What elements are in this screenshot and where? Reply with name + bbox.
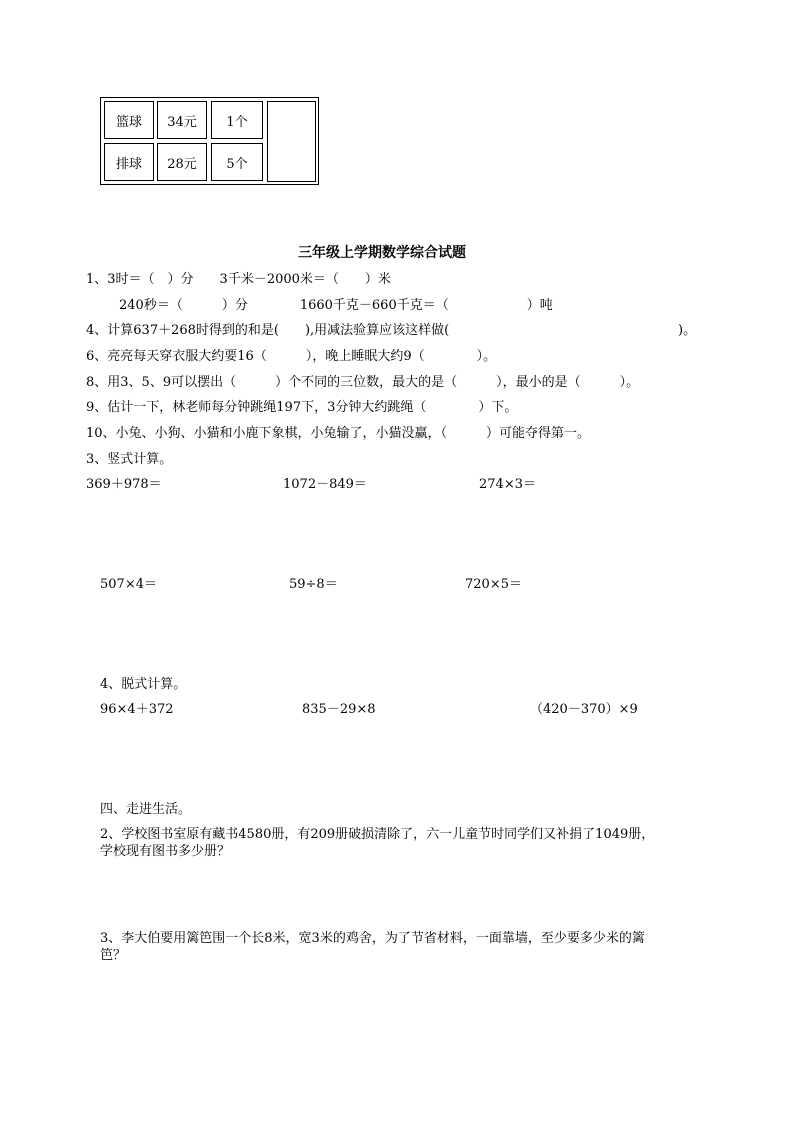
table-cell-price: 28元 — [157, 143, 207, 181]
page-title: 三年级上学期数学综合试题 — [298, 245, 466, 261]
question-9: 9、估计一下，林老师每分钟跳绳197下，3分钟大约跳绳（ ）下。 — [86, 400, 518, 415]
calc-item: 720×5＝ — [465, 577, 522, 592]
table-cell-item: 篮球 — [104, 101, 154, 139]
calc-item: 507×4＝ — [100, 577, 157, 592]
step-calc-item: 835－29×8 — [302, 702, 376, 717]
section-heading-vertical-calc: 3、竖式计算。 — [86, 452, 173, 467]
question-10: 10、小兔、小狗、小猫和小鹿下象棋，小兔输了，小猫没赢，（ ）可能夺得第一。 — [86, 426, 591, 441]
table-cell-count: 5个 — [211, 143, 263, 181]
calc-item: 369＋978＝ — [86, 477, 162, 492]
table-cell-item: 排球 — [104, 143, 154, 181]
word-problem-3-line2: 笆？ — [100, 948, 127, 963]
step-calc-item: （420－370）×9 — [530, 702, 638, 717]
question-4: 4、计算637＋268时得到的和是( ),用减法验算应该这样做( — [86, 323, 450, 338]
table-cell-empty — [267, 101, 316, 182]
question-1a: 1、3时＝（ ）分 3千米－2000米＝（ ）米 — [86, 272, 391, 287]
question-1b: 240秒＝（ ）分 1660千克－660千克＝（ ）吨 — [119, 298, 553, 313]
calc-item: 274×3＝ — [479, 477, 536, 492]
section-heading-step-calc: 4、脱式计算。 — [100, 677, 187, 692]
word-problem-2-line2: 学校现有图书多少册？ — [100, 844, 231, 859]
table-cell-price: 34元 — [157, 101, 207, 139]
calc-item: 1072－849＝ — [283, 477, 367, 492]
calc-item: 59÷8＝ — [289, 577, 338, 592]
section-heading-life: 四、走进生活。 — [100, 802, 192, 817]
word-problem-3-line1: 3、李大伯要用篱笆围一个长8米，宽3米的鸡舍，为了节省材料，一面靠墙，至少要多少米的篱 — [100, 931, 645, 946]
price-table — [100, 97, 319, 185]
table-cell-count: 1个 — [211, 101, 263, 139]
question-4-end: )。 — [678, 323, 697, 338]
word-problem-2-line1: 2、学校图书室原有藏书4580册，有209册破损清除了，六一儿童节时同学们又补捐了1049册， — [100, 827, 655, 842]
question-6: 6、亮亮每天穿衣服大约要16（ ），晚上睡眠大约9（ ）。 — [86, 349, 497, 364]
question-8: 8、用3、5、9可以摆出（ ）个不同的三位数，最大的是（ ），最小的是（ ）。 — [86, 375, 640, 390]
step-calc-item: 96×4＋372 — [100, 702, 174, 717]
